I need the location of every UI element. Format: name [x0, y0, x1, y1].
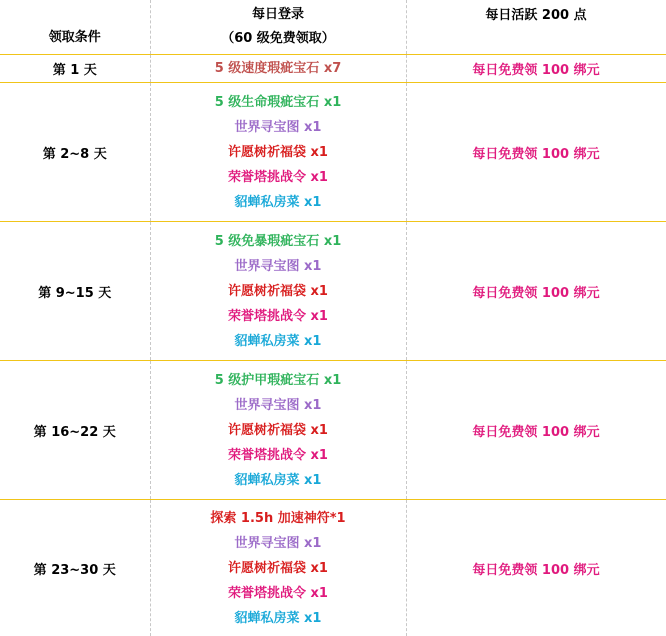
row-condition: 第 1 天 — [0, 55, 150, 83]
row-rewards — [150, 500, 406, 636]
reward-item: 许愿树祈福袋 x1 — [151, 418, 406, 443]
reward-item: 5 级免暴瑕疵宝石 x1 — [151, 229, 406, 254]
row-active-reward: 每日免费领 100 绑元 — [406, 55, 666, 83]
row-active-reward: 每日免费领 100 绑元 — [406, 500, 666, 636]
row-condition: 第 2~8 天 — [0, 83, 150, 222]
table-row — [0, 83, 666, 222]
reward-item: 许愿树祈福袋 x1 — [151, 140, 406, 165]
reward-item: 荣誉塔挑战令 x1 — [151, 165, 406, 190]
header-daily-active-label: 每日活跃 200 点 — [407, 4, 666, 28]
row-condition: 第 9~15 天 — [0, 222, 150, 361]
header-daily-login-title: 每日登录 — [151, 3, 406, 27]
row-active-reward: 每日免费领 100 绑元 — [406, 83, 666, 222]
header-condition — [0, 0, 150, 55]
reward-item: 5 级护甲瑕疵宝石 x1 — [151, 368, 406, 393]
reward-item: 荣誉塔挑战令 x1 — [151, 304, 406, 329]
reward-item: 荣誉塔挑战令 x1 — [151, 443, 406, 468]
table-row — [0, 361, 666, 500]
row-rewards — [150, 361, 406, 500]
row-rewards — [150, 222, 406, 361]
reward-item: 许愿树祈福袋 x1 — [151, 279, 406, 304]
table-row — [0, 55, 666, 83]
reward-item: 貂蝉私房菜 x1 — [151, 190, 406, 215]
reward-item: 貂蝉私房菜 x1 — [151, 329, 406, 354]
header-condition-label: 领取条件 — [0, 26, 150, 50]
header-daily-login-note: （60 级免费领取） — [151, 27, 406, 51]
reward-item: 荣誉塔挑战令 x1 — [151, 581, 406, 606]
reward-item: 貂蝉私房菜 x1 — [151, 468, 406, 493]
row-rewards — [150, 83, 406, 222]
reward-item: 世界寻宝图 x1 — [151, 254, 406, 279]
row-active-reward: 每日免费领 100 绑元 — [406, 361, 666, 500]
table-row — [0, 500, 666, 636]
header-daily-active — [406, 0, 666, 55]
reward-item: 貂蝉私房菜 x1 — [151, 606, 406, 631]
row-condition: 第 23~30 天 — [0, 500, 150, 636]
reward-item: 5 级生命瑕疵宝石 x1 — [151, 90, 406, 115]
reward-item: 探索 1.5h 加速神符*1 — [151, 506, 406, 531]
reward-item: 许愿树祈福袋 x1 — [151, 556, 406, 581]
reward-item: 世界寻宝图 x1 — [151, 531, 406, 556]
table-header-row — [0, 0, 666, 55]
row-condition: 第 16~22 天 — [0, 361, 150, 500]
header-daily-login — [150, 0, 406, 55]
row-active-reward: 每日免费领 100 绑元 — [406, 222, 666, 361]
row-rewards — [150, 55, 406, 83]
reward-item: 5 级速度瑕疵宝石 x7 — [151, 56, 406, 81]
reward-item: 世界寻宝图 x1 — [151, 393, 406, 418]
reward-item: 世界寻宝图 x1 — [151, 115, 406, 140]
table-row — [0, 222, 666, 361]
